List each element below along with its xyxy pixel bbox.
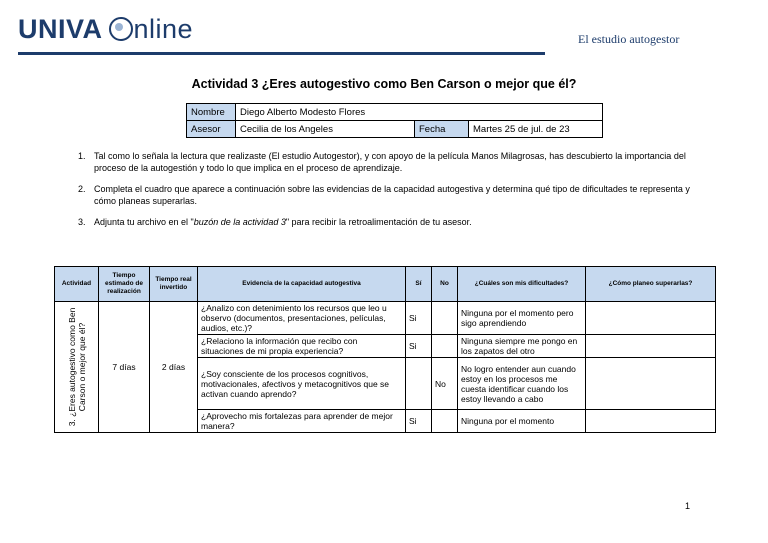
table-header-row [55,267,716,302]
name-value: Diego Alberto Modesto Flores [236,104,603,121]
plan-cell [586,335,716,358]
plan-cell [586,302,716,335]
evidence-cell: ¿Soy consciente de los procesos cognitivos, motivacionales, afectivos y metacognitivos que se activan cuando aprendo? [198,358,406,410]
si-cell [406,358,432,410]
estimated-time-cell: 7 días [99,302,150,433]
page-header [0,0,768,60]
instruction-text-pre: Adjunta tu archivo en el " [94,217,194,227]
header-difficulties: ¿Cuáles son mis dificultades? [458,267,586,302]
student-info-table [186,103,603,138]
no-cell: No [432,358,458,410]
plan-cell [586,410,716,433]
activity-cell [55,302,99,433]
difficulties-cell: Ninguna siempre me pongo en los zapatos del otro [458,335,586,358]
no-cell [432,410,458,433]
header-estimated-time: Tiempo estimado de realización [99,267,150,302]
no-cell [432,335,458,358]
difficulties-cell: Ninguna por el momento pero sigo aprendiendo [458,302,586,335]
header-activity: Actividad [55,267,99,302]
advisor-label: Asesor [187,121,236,138]
evidence-cell: ¿Aprovecho mis fortalezas para aprender de mejor manera? [198,410,406,433]
real-time-cell: 2 días [150,302,198,433]
instruction-number: 3. [78,217,86,227]
header-no: No [432,267,458,302]
evidence-cell: ¿Analizo con detenimiento los recursos que leo u observo (documentos, presentaciones, películas, audios, etc.)? [198,302,406,335]
table-row [55,302,716,335]
logo-brand: UNIVA [18,14,103,44]
instruction-text-em: buzón de la actividad 3 [193,217,286,227]
instruction-item [78,216,703,228]
instruction-number: 2. [78,184,86,194]
instruction-text: Completa el cuadro que aparece a continuación sobre las evidencias de la capacidad autogestiva y determina qué tipo de dificultades te representa y cómo planeas superarlas. [94,184,690,206]
instructions-list [78,150,703,237]
si-cell: Si [406,410,432,433]
no-cell [432,302,458,335]
header-si: Sí [406,267,432,302]
header-tagline: El estudio autogestor [578,32,680,46]
header-real-time: Tiempo real invertido [150,267,198,302]
instruction-item [78,183,703,207]
evidence-table [54,266,716,433]
date-value: Martes 25 de jul. de 23 [469,121,603,138]
name-label: Nombre [187,104,236,121]
si-cell: Si [406,335,432,358]
instruction-text: Tal como lo señala la lectura que realizaste (El estudio Autogestor), y con apoyo de la película Manos Milagrosas, has descubierto la importancia del proceso de la autogestión y todo lo que implica en el proceso de aprendizaje. [94,151,686,173]
instruction-text-post: " para recibir la retroalimentación de tu asesor. [285,217,472,227]
logo-online [109,14,194,44]
header-plan: ¿Cómo planeo superarlas? [586,267,716,302]
instruction-item [78,150,703,174]
univa-logo [18,12,193,46]
header-evidence: Evidencia de la capacidad autogestiva [198,267,406,302]
plan-cell [586,358,716,410]
evidence-cell: ¿Relaciono la información que recibo con situaciones de mi propia experiencia? [198,335,406,358]
activity-text: 3. ¿Eres autogestivo como Ben Carson o mejor que él? [66,307,87,427]
logo-online-text: nline [133,14,194,44]
header-rule [18,52,545,55]
date-label: Fecha [415,121,469,138]
difficulties-cell: Ninguna por el momento [458,410,586,433]
page-number: 1 [685,501,691,511]
advisor-value: Cecilia de los Angeles [236,121,415,138]
difficulties-cell: No logro entender aun cuando estoy en los procesos me cuesta identificar cuando los estoy llevando a cabo [458,358,586,410]
document-title: Actividad 3 ¿Eres autogestivo como Ben Carson o mejor que él? [191,77,577,91]
si-cell: Si [406,302,432,335]
logo-o-icon [109,17,133,41]
instruction-number: 1. [78,151,86,161]
